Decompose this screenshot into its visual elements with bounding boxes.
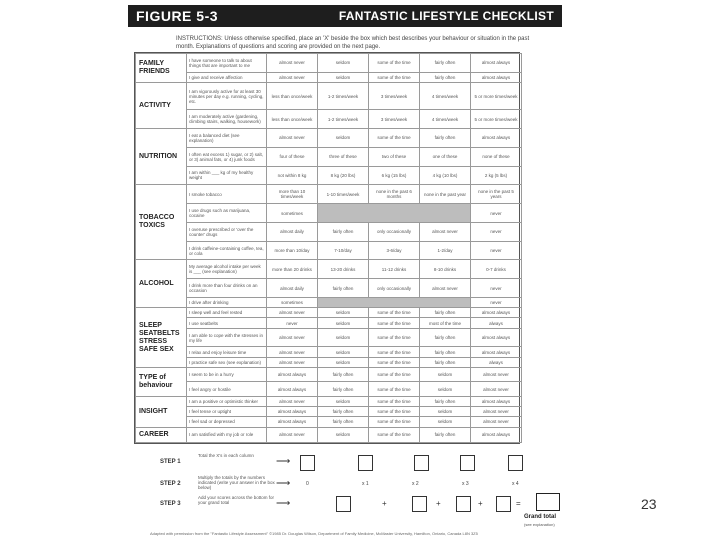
category-activity: ACTIVITY [136, 83, 187, 129]
option-cell[interactable]: almost always [267, 417, 318, 427]
plus-icon: + [382, 499, 387, 508]
option-cell[interactable]: fairly often [420, 129, 471, 148]
option-cell[interactable]: almost never [471, 417, 522, 427]
option-cell[interactable]: almost daily [267, 222, 318, 241]
option-cell[interactable]: 4 times/week [420, 83, 471, 110]
option-cell[interactable]: 5 or more times/week [471, 110, 522, 129]
table-row [136, 129, 522, 148]
option-cell[interactable]: almost never [471, 367, 522, 382]
option-cell[interactable]: never [471, 204, 522, 223]
step-2-text: Multiply the totals by the numbers indicated (write your answer in the box below) [198, 475, 275, 490]
option-cell[interactable]: some of the time [369, 54, 420, 73]
option-cell[interactable]: 3 times/week [369, 110, 420, 129]
option-cell[interactable]: fairly often [318, 417, 369, 427]
option-cell[interactable]: 6 kg (15 lbs) [369, 166, 420, 185]
option-cell[interactable]: some of the time [369, 318, 420, 328]
arrow-icon: ⟶ [276, 456, 291, 467]
table-row [136, 417, 522, 427]
table-row [136, 54, 522, 73]
option-cell[interactable]: fairly often [318, 279, 369, 298]
row-item: I have someone to talk to about things that are important to me [187, 54, 267, 73]
table-row [136, 382, 522, 397]
option-cell[interactable]: almost daily [267, 279, 318, 298]
option-cell[interactable]: 2 kg (5 lbs) [471, 166, 522, 185]
option-cell[interactable]: almost never [267, 427, 318, 442]
option-cell[interactable]: some of the time [369, 72, 420, 82]
instructions-text: INSTRUCTIONS: Unless otherwise specified, place an 'X' beside the box which best describes your behaviour or situation in the past month. Explanations of questions and scoring are provided on the next page. [176, 36, 530, 50]
arrow-icon: ⟶ [276, 478, 291, 489]
grand-total-sub: (see explanation) [524, 522, 555, 527]
step-1-row [150, 452, 530, 474]
category-alcohol: ALCOHOL [136, 260, 187, 308]
option-cell[interactable]: 1-2/day [420, 241, 471, 260]
plus-icon: + [436, 499, 441, 508]
option-cell[interactable]: seldom [318, 357, 369, 367]
row-item: I overuse prescribed or 'over the counter' drugs [187, 222, 267, 241]
option-cell[interactable]: some of the time [369, 417, 420, 427]
row-item: I relax and enjoy leisure time [187, 347, 267, 357]
table-row [136, 110, 522, 129]
column-total-box[interactable] [508, 455, 523, 471]
option-cell[interactable]: seldom [318, 347, 369, 357]
table-row [136, 347, 522, 357]
option-cell[interactable]: almost never [267, 54, 318, 73]
row-item: My average alcohol intake per week is ___ (see explanation) [187, 260, 267, 279]
option-cell[interactable]: almost never [267, 328, 318, 347]
table-row [136, 328, 522, 347]
option-cell[interactable]: more than 10 times/week [267, 185, 318, 204]
multiplier: x 1 [362, 481, 369, 487]
option-cell[interactable]: never [471, 222, 522, 241]
table-row [136, 222, 522, 241]
option-cell[interactable]: fairly often [420, 396, 471, 406]
option-cell[interactable]: fairly often [420, 54, 471, 73]
option-cell[interactable]: fairly often [318, 407, 369, 417]
option-cell[interactable]: some of the time [369, 367, 420, 382]
table-row [136, 318, 522, 328]
step-1-label: STEP 1 [160, 459, 181, 465]
row-item: I give and receive affection [187, 72, 267, 82]
option-cell[interactable]: almost always [471, 72, 522, 82]
table-row [136, 308, 522, 318]
option-cell[interactable]: almost never [267, 308, 318, 318]
column-total-box[interactable] [300, 455, 315, 471]
option-cell[interactable]: almost never [267, 357, 318, 367]
option-cell[interactable]: almost never [471, 407, 522, 417]
option-cell[interactable]: almost never [420, 279, 471, 298]
equals-icon: = [516, 499, 521, 508]
option-cell[interactable]: none of these [471, 147, 522, 166]
table-row [136, 166, 522, 185]
option-cell[interactable]: some of the time [369, 328, 420, 347]
step-3-row [150, 494, 530, 516]
shaded-cell [318, 204, 471, 223]
multiplier: 0 [306, 481, 309, 487]
option-cell[interactable]: none in the past 5 years [471, 185, 522, 204]
option-cell[interactable]: seldom [318, 54, 369, 73]
option-cell[interactable]: almost always [471, 347, 522, 357]
score-box[interactable] [496, 496, 511, 512]
option-cell[interactable]: almost never [471, 382, 522, 397]
score-box[interactable] [336, 496, 351, 512]
row-item: I often eat excess 1) sugar, or 2) salt, or 3) animal fats, or 4) junk foods [187, 147, 267, 166]
row-item: I feel angry or hostile [187, 382, 267, 397]
scoring-steps [150, 452, 530, 532]
column-total-box[interactable] [460, 455, 475, 471]
option-cell[interactable]: 5 or more times/week [471, 83, 522, 110]
row-item: I am satisfied with my job or role [187, 427, 267, 442]
option-cell[interactable]: two of these [369, 147, 420, 166]
option-cell[interactable]: never [471, 279, 522, 298]
option-cell[interactable]: almost never [267, 347, 318, 357]
option-cell[interactable]: seldom [420, 382, 471, 397]
option-cell[interactable]: never [267, 318, 318, 328]
arrow-icon: ⟶ [276, 498, 291, 509]
option-cell[interactable]: fairly often [420, 308, 471, 318]
option-cell[interactable]: some of the time [369, 308, 420, 318]
option-cell[interactable]: some of the time [369, 357, 420, 367]
option-cell[interactable]: fairly often [318, 382, 369, 397]
page-number: 23 [641, 496, 657, 512]
figure-header [128, 5, 562, 27]
option-cell[interactable]: less than once/week [267, 110, 318, 129]
row-item: I am moderately active (gardening, climbing stairs, walking, housework) [187, 110, 267, 129]
option-cell[interactable]: almost always [471, 427, 522, 442]
option-cell[interactable]: seldom [318, 308, 369, 318]
option-cell[interactable]: almost never [267, 396, 318, 406]
step-1-text: Total the X's in each column [198, 453, 254, 458]
row-item: I seem to be in a hurry [187, 367, 267, 382]
table-row [136, 279, 522, 298]
checklist-table [134, 52, 520, 444]
table-row [136, 357, 522, 367]
option-cell[interactable]: almost always [471, 54, 522, 73]
option-cell[interactable]: some of the time [369, 427, 420, 442]
option-cell[interactable]: 1-2 times/week [318, 83, 369, 110]
row-item: I drive after drinking [187, 297, 267, 307]
option-cell[interactable]: fairly often [420, 347, 471, 357]
option-cell[interactable]: 11-12 drinks [369, 260, 420, 279]
multiplier: x 2 [412, 481, 419, 487]
option-cell[interactable]: some of the time [369, 382, 420, 397]
grand-total-label: Grand total [524, 514, 557, 520]
row-item: I am vigorously active for at least 30 minutes per day e.g. running, cycling, etc. [187, 83, 267, 110]
figure-number: FIGURE 5-3 [136, 8, 219, 24]
option-cell[interactable]: most of the time [420, 318, 471, 328]
category-sleep-seatbelts-stress-safe-sex: SLEEP SEATBELTS STRESS SAFE SEX [136, 308, 187, 368]
option-cell[interactable]: almost never [420, 222, 471, 241]
option-cell[interactable]: fairly often [420, 357, 471, 367]
option-cell[interactable]: almost always [471, 328, 522, 347]
table-row [136, 297, 522, 307]
option-cell[interactable]: one of these [420, 147, 471, 166]
row-item: I am within ___ kg of my healthy weight [187, 166, 267, 185]
row-item: I practice safe sex (see explanation) [187, 357, 267, 367]
table-row [136, 147, 522, 166]
option-cell[interactable]: sometimes [267, 297, 318, 307]
multiplier: x 3 [462, 481, 469, 487]
option-cell[interactable]: always [471, 357, 522, 367]
option-cell[interactable]: more than 10/day [267, 241, 318, 260]
multiplier: x 4 [512, 481, 519, 487]
option-cell[interactable]: almost never [267, 129, 318, 148]
option-cell[interactable]: 1-2 times/week [318, 110, 369, 129]
table-row [136, 407, 522, 417]
table-row [136, 83, 522, 110]
row-item: I use seatbelts [187, 318, 267, 328]
option-cell[interactable]: only occasionally [369, 222, 420, 241]
option-cell[interactable]: 3 times/week [369, 83, 420, 110]
option-cell[interactable]: fairly often [318, 367, 369, 382]
option-cell[interactable]: 8-10 drinks [420, 260, 471, 279]
score-box[interactable] [412, 496, 427, 512]
category-insight: INSIGHT [136, 396, 187, 427]
shaded-cell [318, 297, 471, 307]
table-row [136, 72, 522, 82]
step-3-label: STEP 3 [160, 501, 181, 507]
option-cell[interactable]: some of the time [369, 396, 420, 406]
option-cell[interactable]: not within 8 kg [267, 166, 318, 185]
row-item: I drink caffeine-containing coffee, tea, or cola [187, 241, 267, 260]
option-cell[interactable]: seldom [318, 396, 369, 406]
row-item: I sleep well and feel rested [187, 308, 267, 318]
option-cell[interactable]: 0-7 drinks [471, 260, 522, 279]
option-cell[interactable]: seldom [420, 367, 471, 382]
table-row [136, 396, 522, 406]
column-total-box[interactable] [414, 455, 429, 471]
grand-total-box[interactable] [536, 493, 560, 511]
option-cell[interactable]: less than once/week [267, 83, 318, 110]
option-cell[interactable]: 1-10 times/week [318, 185, 369, 204]
step-2-row [150, 474, 530, 496]
option-cell[interactable]: none in the past year [420, 185, 471, 204]
row-item: I smoke tobacco [187, 185, 267, 204]
option-cell[interactable]: never [471, 241, 522, 260]
option-cell[interactable]: always [471, 318, 522, 328]
score-box[interactable] [456, 496, 471, 512]
row-item: I feel sad or depressed [187, 417, 267, 427]
category-family-friends: FAMILY FRIENDS [136, 54, 187, 83]
option-cell[interactable]: seldom [318, 427, 369, 442]
option-cell[interactable]: seldom [318, 328, 369, 347]
category-nutrition: NUTRITION [136, 129, 187, 185]
option-cell[interactable]: fairly often [420, 72, 471, 82]
step-2-label: STEP 2 [160, 481, 181, 487]
table-row [136, 185, 522, 204]
category-type-of-behaviour: TYPE of behaviour [136, 367, 187, 396]
row-item: I feel tense or uptight [187, 407, 267, 417]
plus-icon: + [478, 499, 483, 508]
option-cell[interactable]: none in the past 6 months [369, 185, 420, 204]
option-cell[interactable]: seldom [318, 129, 369, 148]
table-row [136, 427, 522, 442]
option-cell[interactable]: 4 kg (10 lbs) [420, 166, 471, 185]
footer-credit: Adapted with permission from the "Fantastic Lifestyle Assessment" ©1985 Dr. Douglas Wilson, Department of Family Medicine, McMaster University, Hamilton, Ontario, Canada L8N 3Z5 [150, 531, 478, 536]
row-item: I use drugs such as marijuana, cocaine [187, 204, 267, 223]
option-cell[interactable]: fairly often [420, 427, 471, 442]
table-row [136, 241, 522, 260]
option-cell[interactable]: almost always [471, 396, 522, 406]
option-cell[interactable]: almost always [471, 308, 522, 318]
option-cell[interactable]: never [471, 297, 522, 307]
option-cell[interactable]: three of these [318, 147, 369, 166]
option-cell[interactable]: some of the time [369, 347, 420, 357]
option-cell[interactable]: some of the time [369, 129, 420, 148]
option-cell[interactable]: 13-20 drinks [318, 260, 369, 279]
option-cell[interactable]: four of these [267, 147, 318, 166]
table-row [136, 204, 522, 223]
option-cell[interactable]: seldom [318, 318, 369, 328]
checklist-title: FANTASTIC LIFESTYLE CHECKLIST [338, 9, 554, 23]
table-row [136, 260, 522, 279]
row-item: I am a positive or optimistic thinker [187, 396, 267, 406]
option-cell[interactable]: almost always [267, 407, 318, 417]
row-item: I am able to cope with the stresses in my life [187, 328, 267, 347]
option-cell[interactable]: 4 times/week [420, 110, 471, 129]
option-cell[interactable]: almost always [471, 129, 522, 148]
option-cell[interactable]: fairly often [420, 328, 471, 347]
option-cell[interactable]: seldom [318, 72, 369, 82]
row-item: I eat a balanced diet (see explanation) [187, 129, 267, 148]
option-cell[interactable]: almost always [267, 367, 318, 382]
row-item: I drink more than four drinks on an occasion [187, 279, 267, 298]
option-cell[interactable]: 8 kg (20 lbs) [318, 166, 369, 185]
option-cell[interactable]: almost never [267, 72, 318, 82]
option-cell[interactable]: fairly often [318, 222, 369, 241]
option-cell[interactable]: almost always [267, 382, 318, 397]
option-cell[interactable]: sometimes [267, 204, 318, 223]
category-career: CAREER [136, 427, 187, 442]
option-cell[interactable]: seldom [420, 407, 471, 417]
option-cell[interactable]: some of the time [369, 407, 420, 417]
option-cell[interactable]: more than 20 drinks [267, 260, 318, 279]
option-cell[interactable]: 3-6/day [369, 241, 420, 260]
option-cell[interactable]: seldom [420, 417, 471, 427]
option-cell[interactable]: 7-10/day [318, 241, 369, 260]
column-total-box[interactable] [358, 455, 373, 471]
option-cell[interactable]: only occasionally [369, 279, 420, 298]
table-row [136, 367, 522, 382]
step-3-text: Add your scores across the bottom for your grand total [198, 495, 275, 505]
category-tobacco-toxics: TOBACCO TOXICS [136, 185, 187, 260]
